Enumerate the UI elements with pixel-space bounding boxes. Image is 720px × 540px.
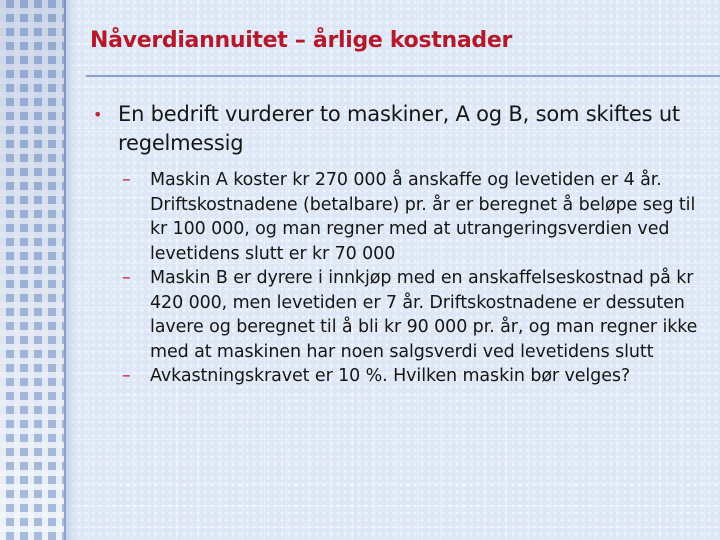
sub-bullet-machine-a (92, 168, 712, 266)
decorative-left-edge (66, 0, 76, 540)
sub-bullet-text: Avkastningskravet er 10 %. Hvilken maskin bør velges? (150, 366, 631, 386)
bullet-icon: • (93, 105, 103, 124)
slide-title: Nåverdiannuitet – årlige kostnader (90, 28, 513, 53)
dash-icon: – (122, 170, 131, 190)
dash-icon: – (122, 268, 131, 288)
sub-bullet-text: Maskin B er dyrere i innkjøp med en anskaffelseskostnad på kr 420 000, men levetiden er 7 år. Driftskostnadene er dessuten lavere og beregnet til å bli kr 90 000 pr. år, og man regner ikke med at maskinen har noen salgsverdi ved levetidens slutt (150, 268, 698, 362)
sub-bullet-return-requirement (92, 364, 712, 389)
slide-content (92, 100, 712, 389)
main-bullet-text: En bedrift vurderer to maskiner, A og B, som skiftes ut regelmessig (118, 102, 680, 155)
dash-icon: – (122, 366, 131, 386)
decorative-left-strip-shade (0, 0, 66, 540)
sub-bullet-text: Maskin A koster kr 270 000 å anskaffe og levetiden er 4 år. Driftskostnadene (betalbare) pr. år er beregnet å beløpe seg til kr 100 000, og man regner med at utrangeringsverdien ved levetidens slutt er kr 70 000 (150, 170, 696, 264)
sub-bullet-machine-b (92, 266, 712, 364)
main-bullet (92, 100, 712, 158)
title-divider (86, 75, 720, 77)
